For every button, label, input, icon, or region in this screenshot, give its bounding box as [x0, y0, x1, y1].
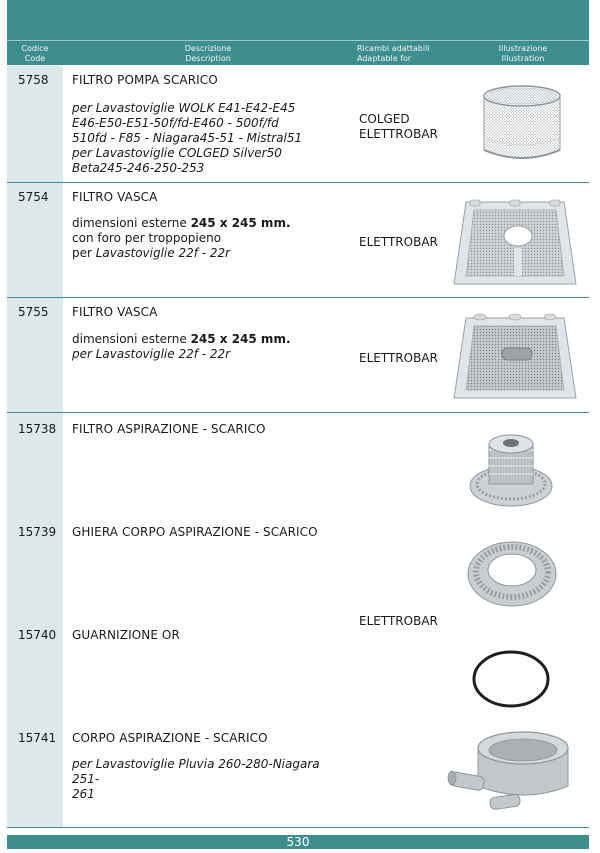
- header-adaptable-en: Adaptable for: [357, 54, 412, 63]
- desc-dim-value: 245 x 245 mm.: [190, 332, 291, 346]
- adaptable-brand: COLGED: [359, 112, 410, 126]
- header-description-it: Descrizione: [184, 44, 232, 53]
- header-code: [7, 44, 63, 64]
- item-code: 15740: [18, 628, 57, 642]
- item-code: 15739: [18, 525, 57, 539]
- item-title: GUARNIZIONE OR: [72, 628, 180, 642]
- desc-line: per Lavastoviglie Pluvia 260-280-Niagara 251-: [72, 757, 320, 786]
- tank-filter-with-cover-icon: [452, 310, 578, 402]
- item-description: [72, 216, 352, 261]
- header-description-en: Description: [185, 54, 231, 63]
- header-illustration-en: Illustration: [501, 54, 545, 63]
- header-code-it: Codice: [21, 44, 49, 53]
- item-code: 15738: [18, 422, 57, 436]
- suction-ring-nut-icon: [465, 528, 559, 614]
- header-description: [63, 44, 353, 64]
- tank-filter-with-hole-icon: [452, 196, 578, 288]
- item-title: GHIERA CORPO ASPIRAZIONE - SCARICO: [72, 525, 318, 539]
- header-adaptable: [357, 44, 457, 64]
- header-adaptable-it: Ricambi adattabili: [357, 44, 430, 53]
- item-title: FILTRO POMPA SCARICO: [72, 73, 218, 87]
- cylindrical-mesh-filter-icon: [478, 80, 566, 166]
- suction-filter-icon: [466, 426, 556, 512]
- desc-dim-prefix: dimensioni esterne: [72, 332, 191, 346]
- item-adaptable: ELETTROBAR: [359, 235, 438, 249]
- desc-line: Lavastoviglie 22f - 22r: [95, 246, 231, 260]
- desc-line: per Lavastoviglie WOLK E41-E42-E45: [72, 101, 296, 115]
- item-description: [72, 101, 352, 176]
- group-adaptable: ELETTROBAR: [359, 614, 438, 628]
- desc-dim-value: 245 x 245 mm.: [190, 216, 291, 230]
- code-column: [7, 66, 63, 827]
- desc-line: Beta245-246-250-253: [72, 161, 205, 175]
- row-divider: [7, 827, 589, 828]
- header-illustration-it: Illustrazione: [498, 44, 548, 53]
- item-title: FILTRO VASCA: [72, 190, 158, 204]
- header-illustration: [457, 44, 589, 64]
- item-code: 5758: [18, 73, 49, 87]
- suction-body-icon: [444, 724, 580, 818]
- top-band: [7, 0, 589, 40]
- row-divider: [7, 412, 589, 413]
- row-divider: [7, 297, 589, 298]
- page-number: 530: [7, 835, 589, 849]
- desc-line: 510fd - F85 - Niagara45-51 - Mistral51: [72, 131, 303, 145]
- table-header: [7, 40, 589, 65]
- header-code-en: Code: [24, 54, 46, 63]
- row-divider: [7, 182, 589, 183]
- o-ring-gasket-icon: [470, 648, 552, 710]
- desc-line: per Lavastoviglie 22f - 22r: [72, 347, 231, 361]
- item-adaptable: ELETTROBAR: [359, 351, 438, 365]
- item-adaptable: [359, 112, 438, 142]
- item-title: FILTRO ASPIRAZIONE - SCARICO: [72, 422, 266, 436]
- desc-line: E46-E50-E51-50f/fd-E460 - 500f/fd: [72, 116, 279, 130]
- desc-line: per Lavastoviglie COLGED Silver50: [72, 146, 282, 160]
- desc-line: con foro per troppopieno: [72, 231, 222, 245]
- item-description: [72, 332, 352, 362]
- adaptable-brand: ELETTROBAR: [359, 127, 438, 141]
- desc-line-prefix: per: [72, 246, 96, 260]
- item-title: FILTRO VASCA: [72, 305, 158, 319]
- desc-dim-prefix: dimensioni esterne: [72, 216, 191, 230]
- item-code: 5755: [18, 305, 49, 319]
- item-description: [72, 757, 347, 802]
- item-code: 15741: [18, 731, 57, 745]
- item-title: CORPO ASPIRAZIONE - SCARICO: [72, 731, 268, 745]
- desc-line: 261: [72, 787, 95, 801]
- item-code: 5754: [18, 190, 49, 204]
